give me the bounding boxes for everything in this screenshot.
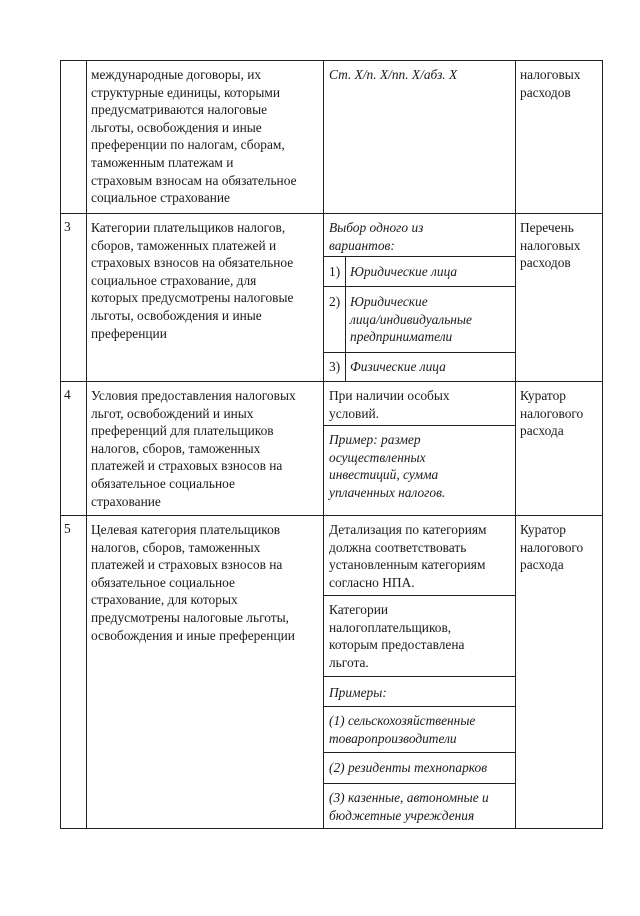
- row-5-divider-a: [323, 595, 516, 596]
- row-1-source: налоговых расходов: [520, 67, 581, 100]
- option-number-divider: [345, 256, 346, 382]
- row-5-example-3: (3) казенные, автономные и бюджетные учреждения: [329, 790, 489, 823]
- row-1-description: международные договоры, их структурные единицы, которыми предусматриваются налоговые льготы, освобождения и иные преференции по налогам, сборам, таможенным платежам и страховым взносам на обязательное социальное страхование: [91, 67, 297, 206]
- option-2-label: Юридические лица/индивидуальные предприниматели: [350, 294, 472, 345]
- row-5-divider-e: [323, 783, 516, 784]
- table-col-divider-1: [86, 60, 87, 829]
- row-5-category: Категории налогоплательщиков, которым предоставлена льгота.: [329, 602, 465, 670]
- table-col-divider-2: [323, 60, 324, 829]
- row-4-source: Куратор налогового расхода: [520, 388, 584, 439]
- row-5-source: Куратор налогового расхода: [520, 522, 584, 573]
- row-1-format: Ст. X/п. X/пп. X/абз. X: [329, 67, 458, 82]
- row-5-examples-label: Примеры:: [329, 685, 387, 700]
- row-3-description: Категории плательщиков налогов, сборов, таможенных платежей и страховых взносов на обязательное социальное страхование, для которых предусмотрены налоговые льготы, освобождения и иные преференции: [91, 220, 294, 341]
- row-5-number: 5: [64, 521, 71, 536]
- table-border-left: [60, 60, 61, 829]
- row-5-divider-d: [323, 752, 516, 753]
- row-4-example-divider: [323, 425, 516, 426]
- row-4-description: Условия предоставления налоговых льгот, освобождений и иных преференций для плательщиков налогов, сборов, таможенных платежей и страховых взносов на обязательное социальное страхование: [91, 388, 296, 509]
- option-3-number: 3): [329, 359, 341, 374]
- row-5-divider-b: [323, 676, 516, 677]
- option-3-label: Физические лица: [350, 359, 446, 374]
- row-3-source: Перечень налоговых расходов: [520, 220, 581, 271]
- row-4-number: 4: [64, 387, 71, 402]
- row-5-divider-c: [323, 706, 516, 707]
- table-border-right: [602, 60, 603, 829]
- row-5-format: Детализация по категориям должна соответствовать установленным категориям согласно НПА.: [329, 522, 487, 590]
- table-col-divider-3: [515, 60, 516, 829]
- row-divider-5: [60, 515, 603, 516]
- row-5-example-2: (2) резиденты технопарков: [329, 760, 488, 775]
- row-5-description: Целевая категория плательщиков налогов, сборов, таможенных платежей и страховых взносов на обязательное социальное страхование, для которых предусмотрены налоговые льготы, освобождения и иные преференции: [91, 522, 295, 643]
- row-4-example: Пример: размер осуществленных инвестиций, сумма уплаченных налогов.: [329, 432, 446, 500]
- table-border-bottom: [60, 828, 603, 829]
- option-2-number: 2): [329, 294, 341, 309]
- row-4-format: При наличии особых условий.: [329, 388, 450, 421]
- row-3-number: 3: [64, 219, 71, 234]
- table-border-top: [60, 60, 603, 61]
- option-1-label: Юридические лица: [350, 264, 458, 279]
- row-5-example-1: (1) сельскохозяйственные товаропроизводители: [329, 713, 476, 746]
- row-3-format-header: Выбор одного из вариантов:: [329, 220, 424, 253]
- row-divider-3: [60, 213, 603, 214]
- option-1-number: 1): [329, 264, 341, 279]
